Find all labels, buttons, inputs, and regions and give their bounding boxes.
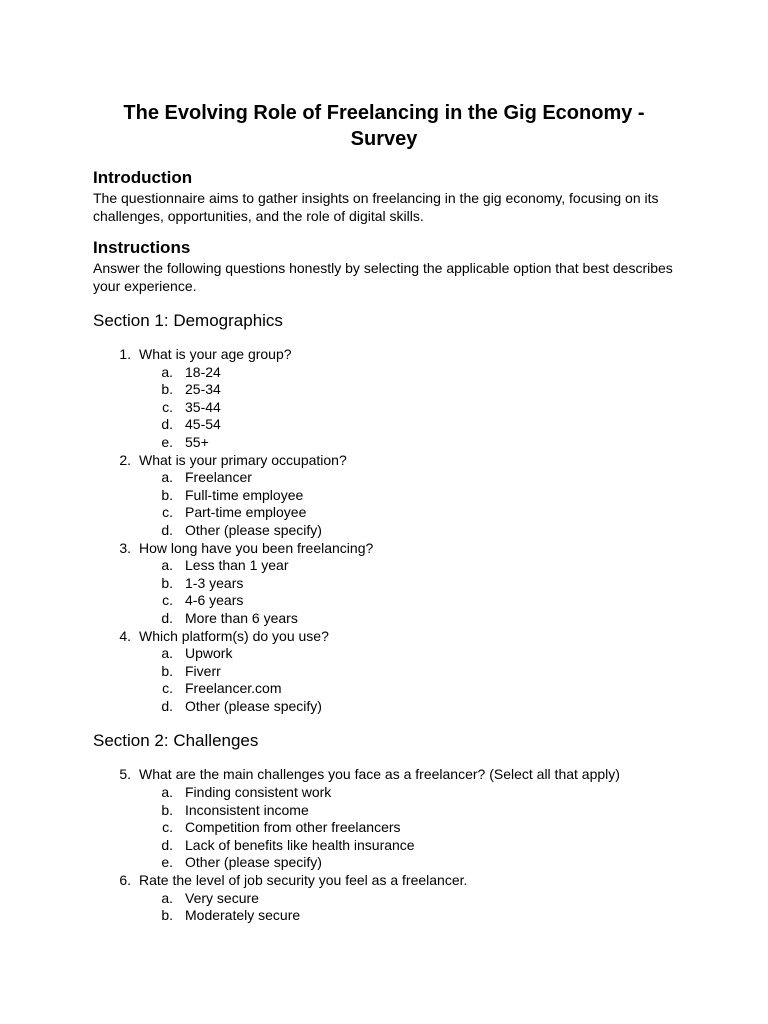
section-heading: Section 1: Demographics (93, 311, 283, 330)
question-item (93, 540, 675, 628)
option-letter: d. (161, 697, 173, 714)
option-list (93, 469, 675, 539)
option-letter: e. (161, 433, 173, 450)
option-text: Other (please specify) (185, 521, 322, 538)
option-text: 18-24 (185, 363, 221, 380)
option-text: 55+ (185, 433, 209, 450)
answer-option (93, 645, 675, 663)
answer-option (93, 557, 675, 575)
question-text: What is your age group? (139, 346, 292, 362)
answer-option (93, 522, 675, 540)
option-text: 4-6 years (185, 592, 244, 609)
option-letter: b. (161, 662, 173, 679)
option-text: 45-54 (185, 416, 221, 433)
question-number: 6. (119, 872, 131, 889)
answer-option (93, 698, 675, 716)
answer-option (93, 837, 675, 855)
option-letter: c. (162, 680, 173, 697)
option-letter: b. (161, 486, 173, 503)
option-letter: d. (161, 416, 173, 433)
option-letter: a. (161, 784, 173, 801)
option-letter: b. (161, 907, 173, 924)
option-text: Freelancer (185, 469, 252, 486)
answer-option (93, 663, 675, 681)
option-text: 35-44 (185, 398, 221, 415)
answer-option (93, 819, 675, 837)
section-heading: Section 2: Challenges (93, 731, 259, 751)
option-text: 25-34 (185, 381, 221, 398)
option-letter: b. (161, 801, 173, 818)
option-letter: e. (161, 854, 173, 871)
option-text: Less than 1 year (185, 557, 289, 574)
question-number: 2. (119, 451, 131, 468)
answer-option (93, 890, 675, 908)
option-text: Very secure (185, 889, 259, 906)
option-text: Upwork (185, 645, 233, 662)
question-item (93, 872, 675, 925)
answer-option (93, 434, 675, 452)
option-letter: a. (161, 469, 173, 486)
option-text: Other (please specify) (185, 697, 322, 714)
answer-option (93, 784, 675, 802)
question-text: Rate the level of job security you feel as a freelancer. (139, 872, 468, 889)
question-text: What is your primary occupation? (139, 451, 347, 468)
question-item (93, 452, 675, 540)
question-list (93, 766, 675, 924)
question-number: 1. (119, 346, 131, 362)
option-letter: d. (161, 836, 173, 853)
option-letter: a. (161, 889, 173, 906)
introduction-text: The questionnaire aims to gather insights on freelancing in the gig economy, focusing on its challenges, opportunities, and the role of digital skills. (93, 190, 659, 224)
option-text: More than 6 years (185, 609, 298, 626)
document-page (93, 100, 675, 925)
option-text: Part-time employee (185, 504, 307, 521)
option-letter: c. (162, 819, 173, 836)
option-letter: d. (161, 521, 173, 538)
option-letter: c. (162, 504, 173, 521)
answer-option (93, 416, 675, 434)
page-title: The Evolving Role of Freelancing in the Gig Economy - Survey (123, 102, 645, 150)
answer-option (93, 854, 675, 872)
answer-option (93, 364, 675, 382)
option-letter: b. (161, 574, 173, 591)
question-item (93, 628, 675, 716)
answer-option (93, 802, 675, 820)
answer-option (93, 575, 675, 593)
answer-option (93, 487, 675, 505)
option-text: Moderately secure (185, 907, 301, 924)
question-list (93, 346, 675, 715)
question-number: 5. (119, 766, 131, 783)
option-text: Other (please specify) (185, 854, 322, 871)
answer-option (93, 381, 675, 399)
answer-option (93, 469, 675, 487)
option-letter: c. (162, 592, 173, 609)
question-text: How long have you been freelancing? (139, 539, 374, 556)
instructions-text: Answer the following questions honestly by selecting the applicable option that best describes your experience. (93, 260, 673, 294)
answer-option (93, 399, 675, 417)
option-list (93, 784, 675, 872)
option-list (93, 645, 675, 715)
option-letter: a. (161, 645, 173, 662)
option-list (93, 364, 675, 452)
question-text: Which platform(s) do you use? (139, 627, 329, 644)
option-letter: a. (161, 363, 173, 380)
answer-option (93, 504, 675, 522)
question-item (93, 766, 675, 872)
option-list (93, 557, 675, 627)
option-list (93, 890, 675, 925)
question-text: What are the main challenges you face as a freelancer? (Select all that apply) (139, 766, 620, 783)
survey-sections (93, 311, 675, 925)
option-text: Freelancer.com (185, 680, 282, 697)
option-letter: b. (161, 381, 173, 398)
question-item (93, 346, 675, 452)
option-letter: a. (161, 557, 173, 574)
introduction-heading: Introduction (93, 168, 193, 187)
answer-option (93, 680, 675, 698)
option-text: Full-time employee (185, 486, 304, 503)
option-text: Fiverr (185, 662, 221, 679)
option-letter: d. (161, 609, 173, 626)
option-text: 1-3 years (185, 574, 244, 591)
option-text: Finding consistent work (185, 784, 332, 801)
answer-option (93, 592, 675, 610)
option-text: Inconsistent income (185, 801, 309, 818)
question-number: 3. (119, 539, 131, 556)
option-letter: c. (162, 398, 173, 415)
option-text: Lack of benefits like health insurance (185, 836, 415, 853)
answer-option (93, 907, 675, 925)
question-number: 4. (119, 627, 131, 644)
instructions-heading: Instructions (93, 238, 191, 257)
option-text: Competition from other freelancers (185, 819, 401, 836)
answer-option (93, 610, 675, 628)
